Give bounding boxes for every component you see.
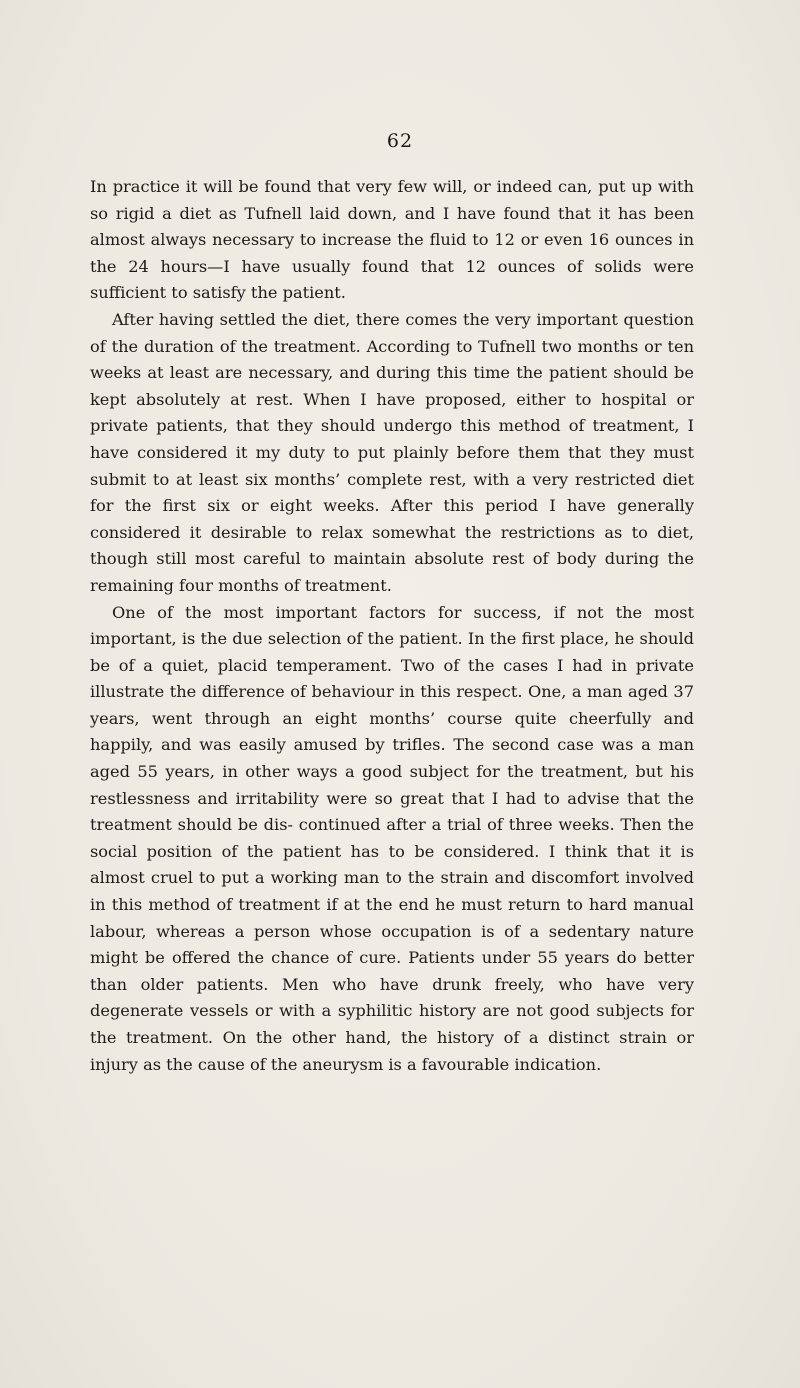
paragraph-selection: One of the most important factors for success, if not the most important, is the due selection of the patient. In the first place, he should be of a quiet, placid temperament. Two of the cases I had in private illustrate the difference of behaviour in this respect. One, a man aged 37 years, went through an eight months’ course quite cheerfully and happily, and was easily amused by trifles. The second case was a man aged 55 years, in other ways a good subject for the treatment, but his restlessness and irritability were so great that I had to advise that the treatment should be dis- continued after a trial of three weeks. Then the social position of the patient has to be considered. I think that it is almost cruel to put a working man to the strain and discomfort involved in this method of treatment if at the end he must return to hard manual labour, whereas a person whose occupation is of a sedentary nature might be offered the chance of cure. Patients under 55 years do better than older patients. Men who have drunk freely, who have very degenerate vessels or with a syphilitic history are not good subjects for the treatment. On the other hand, the history of a distinct strain or injury as the cause of the aneurysm is a favourable indication. — [90, 602, 694, 1074]
paragraph-diet: In practice it will be found that very few will, or indeed can, put up with so rigid a diet as Tufnell laid down, and I have found that it has been almost always necessary to increase the fluid to 12 or even 16 ounces in the 24 hours—I have usually found that 12 ounces of solids were sufficient to satisfy the patient. — [90, 177, 694, 303]
page-body — [90, 174, 694, 1078]
page-number: 62 — [386, 130, 414, 152]
paragraph-duration: After having settled the diet, there comes the very important question of the duration of the treatment. According to Tufnell two months or ten weeks at least are necessary, and during this time the patient should be kept absolutely at rest. When I have proposed, either to hospital or private patients, that they should undergo this method of treatment, I have considered it my duty to put plainly before them that they must submit to at least six months’ complete rest, with a very restricted diet for the first six or eight weeks. After this period I have generally considered it desirable to relax somewhat the restrictions as to diet, though still most careful to maintain absolute rest of body during the remaining four months of treatment. — [90, 309, 694, 595]
